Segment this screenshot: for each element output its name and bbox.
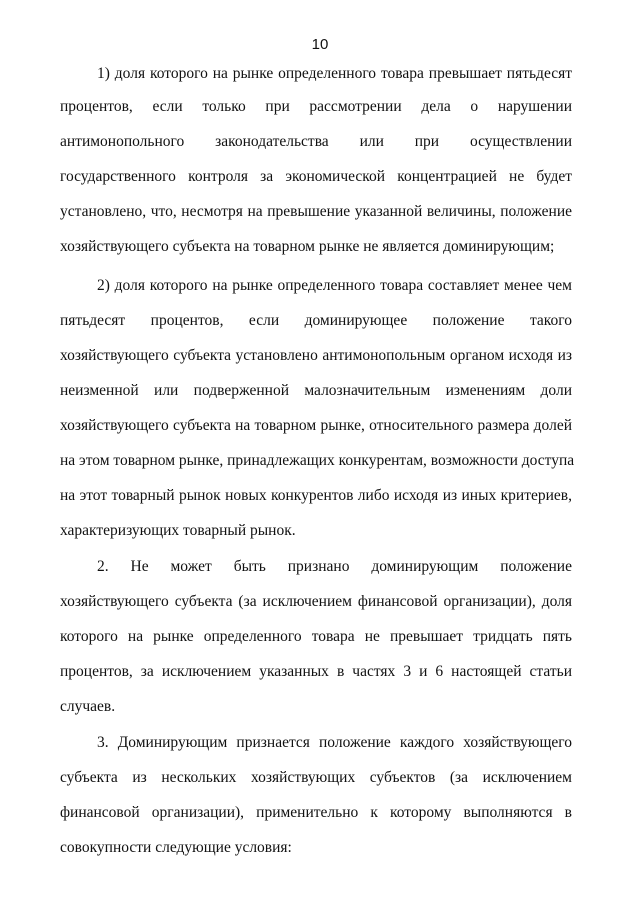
text-line: 2. Не может быть признано доминирующим положение — [97, 558, 572, 575]
text-line: антимонопольного законодательства или при осуществлении — [60, 133, 572, 150]
text-line: совокупности следующие условия: — [60, 839, 292, 856]
text-line: 2) доля которого на рынке определенного товара составляет менее чем — [97, 277, 572, 294]
text-line: процентов, за исключением указанных в частях 3 и 6 настоящей статьи — [60, 663, 572, 680]
text-line: на этом товарном рынке, принадлежащих конкурентам, возможности доступа — [60, 452, 575, 469]
text-line: хозяйствующего субъекта на товарном рынке не является доминирующим; — [60, 238, 555, 255]
text-line: государственного контроля за экономической концентрацией не будет — [60, 168, 572, 185]
text-line: 1) доля которого на рынке определенного товара превышает пятьдесят — [97, 65, 572, 82]
text-line: субъекта из нескольких хозяйствующих субъектов (за исключением — [60, 769, 572, 786]
text-line: характеризующих товарный рынок. — [60, 522, 296, 539]
text-line: хозяйствующего субъекта установлено антимонопольным органом исходя из — [60, 347, 572, 364]
text-line: хозяйствующего субъекта (за исключением финансовой организации), доля — [60, 593, 572, 610]
text-line: 3. Доминирующим признается положение каждого хозяйствующего — [97, 734, 572, 751]
text-line: финансовой организации), применительно к которому выполняются в — [60, 804, 572, 821]
text-line: которого на рынке определенного товара не превышает тридцать пять — [60, 628, 572, 645]
text-line: случаев. — [60, 698, 116, 715]
text-line: неизменной или подверженной малозначительным изменениям доли — [60, 382, 572, 399]
text-line: процентов, если только при рассмотрении дела о нарушении — [60, 98, 572, 115]
text-line: хозяйствующего субъекта на товарном рынке, относительного размера долей — [60, 417, 572, 434]
page-number: 10 — [311, 36, 329, 53]
text-line: на этот товарный рынок новых конкурентов либо исходя из иных критериев, — [60, 487, 572, 504]
text-line: пятьдесят процентов, если доминирующее положение такого — [60, 312, 572, 329]
text-line: установлено, что, несмотря на превышение указанной величины, положение — [60, 203, 572, 220]
